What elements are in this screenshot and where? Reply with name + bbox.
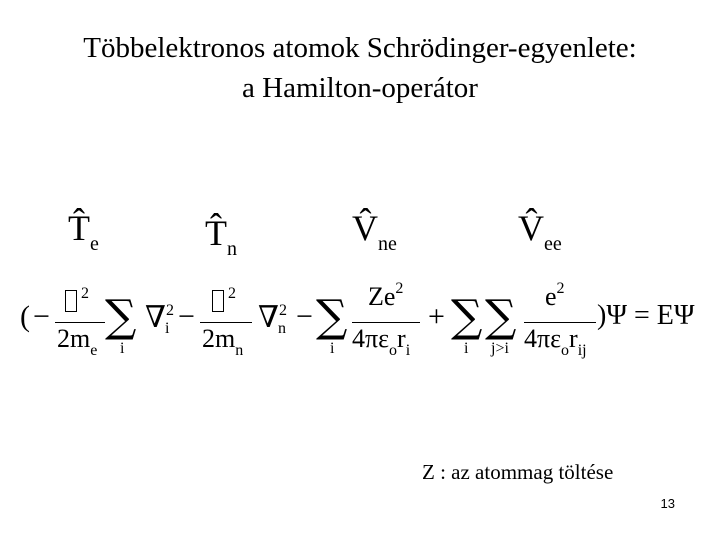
eq-den-4-r: r <box>569 324 578 353</box>
operator-vee-sub: ee <box>544 233 562 255</box>
eq-den-3-r-sub: i <box>405 342 411 359</box>
operator-vne <box>352 208 397 255</box>
eq-minus-1: − <box>33 300 50 333</box>
operator-te-symbol: T̂ <box>68 208 90 248</box>
eq-nabla-i-sup: 2 <box>165 302 174 319</box>
eq-num-3-sup: 2 <box>395 280 404 297</box>
eq-den-4-r-sub: ij <box>577 342 587 359</box>
operator-vne-sub: ne <box>378 233 397 255</box>
operator-vee <box>518 208 562 255</box>
eq-den-3-text: 4πε <box>352 324 390 353</box>
sum-2: ∑ <box>316 291 348 342</box>
eq-close: )Ψ = EΨ <box>597 300 695 331</box>
eq-den-1 <box>57 324 98 359</box>
sum-4-index: j>i <box>491 340 509 357</box>
fraction-bar-3 <box>352 322 420 323</box>
eq-nabla-n-sup: 2 <box>278 302 287 319</box>
eq-den-4 <box>524 324 587 359</box>
sum-3: ∑ <box>451 291 483 342</box>
eq-den-3 <box>352 324 411 359</box>
hbar-glyph-box <box>65 290 77 312</box>
eq-nabla-i-sub: i <box>164 320 170 337</box>
eq-num-3 <box>368 282 403 312</box>
operator-tn <box>205 213 237 260</box>
page-number: 13 <box>660 496 675 511</box>
eq-nabla-i <box>145 300 178 335</box>
eq-den-3-r: r <box>397 324 406 353</box>
eq-minus-2: − <box>178 300 195 333</box>
sum-4: ∑ <box>485 291 517 342</box>
fraction-bar-2 <box>200 322 252 323</box>
eq-den-3-sub-o: o <box>389 342 398 359</box>
eq-hbar-1 <box>65 284 89 317</box>
eq-den-4-text: 4πε <box>524 324 562 353</box>
eq-nabla-n-symbol: ∇ <box>258 301 279 334</box>
operator-tn-sub: n <box>227 238 237 260</box>
eq-nabla-n-sub: n <box>277 320 286 337</box>
slide-title <box>0 28 720 108</box>
eq-hbar-1-sup: 2 <box>81 284 89 302</box>
eq-minus-3: − <box>296 300 313 333</box>
eq-nabla-i-symbol: ∇ <box>145 301 166 334</box>
operator-vee-symbol: V̂ <box>518 208 544 248</box>
charge-note: Z : az atommag töltése <box>422 460 614 484</box>
eq-den-2-sub: n <box>235 342 244 359</box>
sum-1-index: i <box>120 340 125 357</box>
fraction-bar-4 <box>524 322 596 323</box>
operator-vne-symbol: V̂ <box>352 208 378 248</box>
eq-open-paren: ( <box>20 300 30 333</box>
title-line-1: Többelektronos atomok Schrödinger-egyenlete: <box>83 32 637 64</box>
eq-num-4-sup: 2 <box>556 280 565 297</box>
eq-den-2-text: 2m <box>202 324 236 353</box>
eq-num-4-text: e <box>545 282 557 311</box>
eq-den-1-text: 2m <box>57 324 91 353</box>
hbar-glyph-box <box>212 290 224 312</box>
eq-plus: + <box>428 300 445 333</box>
eq-hbar-2-sup: 2 <box>228 284 236 302</box>
fraction-bar-1 <box>55 322 105 323</box>
sum-1: ∑ <box>105 291 137 342</box>
eq-den-4-sub-o: o <box>561 342 570 359</box>
operator-te <box>68 208 99 255</box>
eq-nabla-n <box>258 300 295 335</box>
sum-3-index: i <box>464 340 469 357</box>
operator-tn-symbol: T̂ <box>205 213 227 253</box>
sum-2-index: i <box>330 340 335 357</box>
eq-den-1-sub: e <box>90 342 98 359</box>
eq-num-4 <box>545 282 565 312</box>
eq-hbar-2 <box>212 284 236 317</box>
eq-num-3-text: Ze <box>368 282 396 311</box>
title-line-2: a Hamilton-operátor <box>242 72 478 104</box>
operator-te-sub: e <box>90 233 99 255</box>
eq-den-2 <box>202 324 244 359</box>
